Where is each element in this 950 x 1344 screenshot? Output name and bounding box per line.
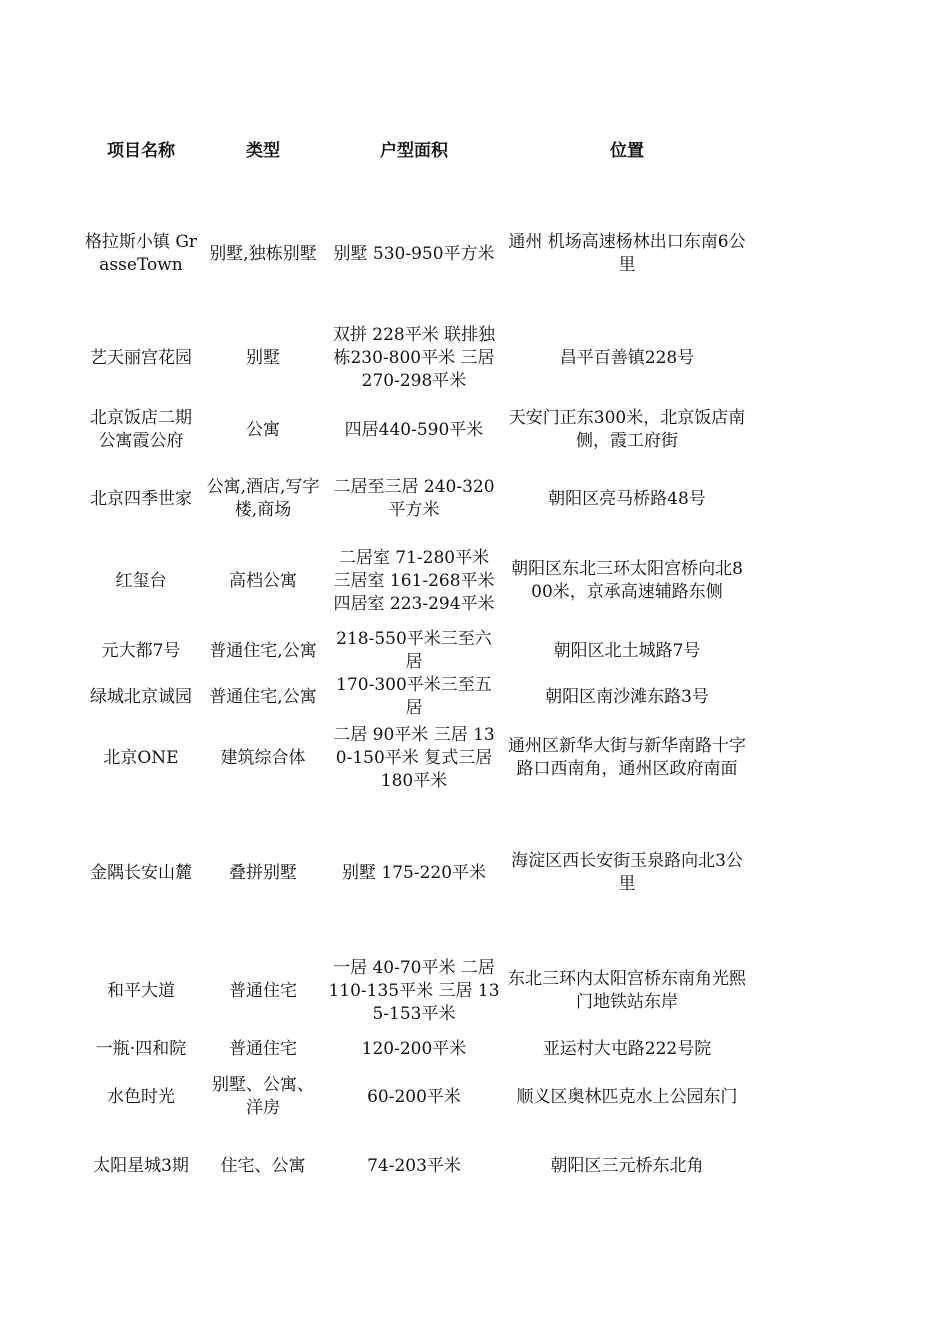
cell-location: 顺义区奥林匹克水上公园东门 bbox=[516, 1086, 738, 1107]
header-project-name: 项目名称 bbox=[107, 140, 175, 161]
cell-location: 昌平百善镇228号 bbox=[559, 347, 695, 368]
table-row bbox=[80, 531, 750, 631]
table-row bbox=[80, 320, 750, 396]
cell-type: 普通住宅,公寓 bbox=[209, 686, 317, 707]
header-unit-area: 户型面积 bbox=[380, 140, 448, 161]
cell-location: 天安门正东300米，北京饭店南侧，霞工府街 bbox=[508, 408, 746, 451]
cell-unit-area: 60-200平米 bbox=[367, 1086, 461, 1107]
cell-location: 朝阳区亮马桥路48号 bbox=[548, 488, 706, 509]
cell-unit-area: 二居 90平米 三居 130-150平米 复式三居 180平米 bbox=[333, 724, 495, 791]
table-row bbox=[80, 1024, 750, 1074]
cell-project-name: 太阳星城3期 bbox=[93, 1155, 189, 1176]
cell-type: 叠拼别墅 bbox=[229, 862, 297, 883]
cell-type: 普通住宅,公寓 bbox=[209, 640, 317, 661]
cell-type: 建筑综合体 bbox=[220, 747, 306, 768]
cell-location: 通州区新华大街与新华南路十字路口西南角，通州区政府南面 bbox=[508, 736, 746, 779]
cell-type: 普通住宅 bbox=[229, 980, 297, 1001]
table-row bbox=[80, 630, 750, 672]
cell-type: 别墅 bbox=[246, 347, 280, 368]
cell-location: 朝阳区东北三环太阳宫桥向北800米，京承高速辅路东侧 bbox=[511, 559, 743, 602]
cell-project-name: 绿城北京诚园 bbox=[90, 686, 192, 707]
cell-project-name: 和平大道 bbox=[107, 980, 175, 1001]
table-row bbox=[80, 950, 750, 1032]
cell-location: 亚运村大屯路222号院 bbox=[542, 1038, 712, 1059]
table-row bbox=[80, 673, 750, 721]
cell-unit-area: 74-203平米 bbox=[367, 1155, 461, 1176]
cell-location: 海淀区西长安街玉泉路向北3公里 bbox=[511, 851, 743, 894]
cell-unit-area: 120-200平米 bbox=[361, 1038, 467, 1059]
header-type: 类型 bbox=[246, 140, 280, 161]
cell-type: 别墅,独栋别墅 bbox=[209, 243, 317, 264]
table-row bbox=[80, 820, 750, 926]
property-table bbox=[80, 0, 760, 1344]
cell-type: 公寓 bbox=[246, 419, 280, 440]
cell-unit-area: 双拼 228平米 联排独栋230-800平米 三居 270-298平米 bbox=[332, 324, 496, 391]
cell-location: 东北三环内太阳宫桥东南角光熙门地铁站东岸 bbox=[508, 969, 746, 1012]
cell-unit-area: 二居至三居 240-320平方米 bbox=[333, 477, 495, 520]
table-row bbox=[80, 1072, 750, 1122]
table-row bbox=[80, 1138, 750, 1194]
cell-unit-area: 218-550平米三至六居 bbox=[336, 629, 492, 672]
header-location: 位置 bbox=[610, 140, 644, 161]
cell-unit-area: 四居440-590平米 bbox=[344, 419, 484, 440]
cell-project-name: 北京四季世家 bbox=[90, 488, 192, 509]
cell-location: 朝阳区北土城路7号 bbox=[553, 640, 701, 661]
cell-location: 通州 机场高速杨林出口东南6公里 bbox=[508, 232, 746, 275]
table-row bbox=[80, 396, 750, 464]
cell-location: 朝阳区三元桥东北角 bbox=[550, 1155, 704, 1176]
cell-type: 公寓,酒店,写字楼,商场 bbox=[206, 477, 320, 520]
cell-unit-area: 170-300平米三至五居 bbox=[336, 675, 492, 718]
cell-project-name: 格拉斯小镇 GrasseTown bbox=[84, 232, 198, 275]
cell-project-name: 一瓶·四和院 bbox=[95, 1038, 187, 1059]
cell-type: 普通住宅 bbox=[229, 1038, 297, 1059]
cell-unit-area: 别墅 530-950平方米 bbox=[333, 243, 495, 264]
cell-type: 别墅、公寓、洋房 bbox=[212, 1075, 314, 1118]
table-header bbox=[80, 128, 750, 174]
cell-unit-area: 别墅 175-220平米 bbox=[341, 862, 487, 883]
cell-unit-area: 一居 40-70平米 二居 110-135平米 三居 135-153平米 bbox=[328, 957, 500, 1024]
cell-project-name: 水色时光 bbox=[107, 1086, 175, 1107]
cell-project-name: 北京ONE bbox=[103, 747, 179, 768]
cell-project-name: 金隅长安山麓 bbox=[90, 862, 192, 883]
cell-project-name: 元大都7号 bbox=[101, 640, 181, 661]
cell-unit-area: 二居室 71-280平米 三居室 161-268平米 四居室 223-294平米 bbox=[333, 547, 495, 614]
cell-location: 朝阳区南沙滩东路3号 bbox=[545, 686, 709, 707]
table-row bbox=[80, 196, 750, 312]
cell-project-name: 艺天丽宫花园 bbox=[90, 347, 192, 368]
cell-project-name: 北京饭店二期公寓霞公府 bbox=[90, 408, 192, 451]
cell-project-name: 红玺台 bbox=[115, 570, 167, 591]
cell-type: 住宅、公寓 bbox=[220, 1155, 306, 1176]
cell-type: 高档公寓 bbox=[229, 570, 297, 591]
table-row bbox=[80, 467, 750, 531]
table-row bbox=[80, 721, 750, 795]
